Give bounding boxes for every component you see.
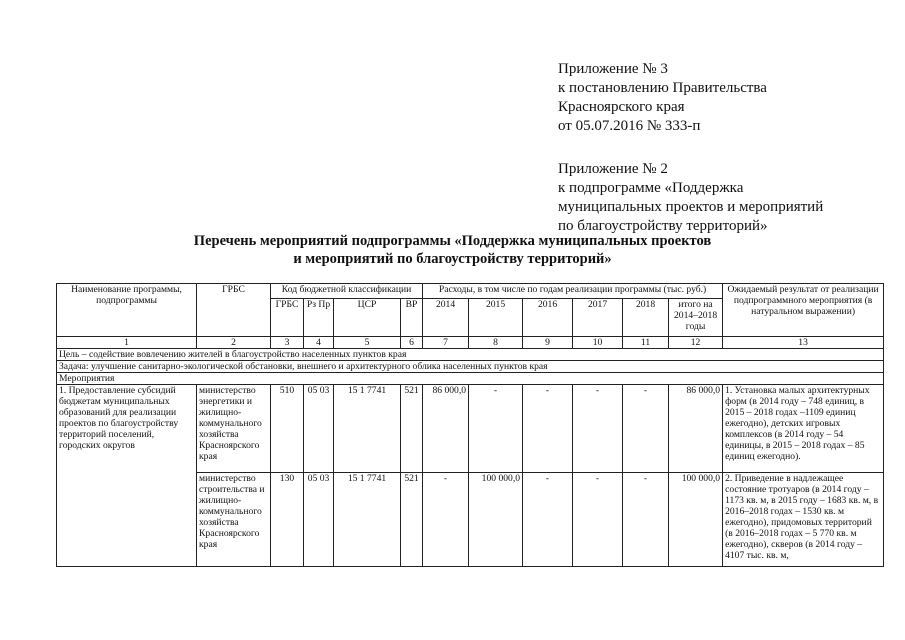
year-2017-cell: - [573, 473, 623, 567]
column-number: 9 [523, 337, 573, 349]
header-year-2015: 2015 [469, 299, 523, 337]
column-number: 3 [271, 337, 304, 349]
code-vr-cell: 521 [401, 385, 423, 473]
result-cell: 2. Приведение в надлежащее состояние тротуаров (в 2014 году – 1173 кв. м, в 2015 году – 1683 кв. м, в 2016–2018 годах – 1530 кв. м ежегодно), придомовых территорий (в 2016–2018 годах – 5 770 кв. м ежегодно), скверов (в 2014 году – 4107 тыс. кв. м, [723, 473, 884, 567]
header-row-top [57, 284, 884, 299]
result-cell: 1. Установка малых архитектурных форм (в 2014 году – 748 единиц, в 2015 – 2018 годах –1109 единиц ежегодно), детских игровых комплексов (в 2014 году – 54 единицы, в 2015 – 2018 годах – 85 единиц ежегодно). [723, 385, 884, 473]
column-number: 10 [573, 337, 623, 349]
appendix-2-line: Приложение № 2 [558, 161, 668, 177]
header-name: Наименование программы, подпрограммы [57, 284, 197, 337]
activities-table [56, 283, 884, 567]
code-grbs-cell: 130 [271, 473, 304, 567]
header-code-grbs: ГРБС [271, 299, 304, 337]
header-spending-group: Расходы, в том числе по годам реализации программы (тыс. руб.) [423, 284, 723, 299]
total-cell: 100 000,0 [669, 473, 723, 567]
activity-name: 1. Предоставление субсидий бюджетам муниципальных образований для реализации проектов по благоустройству территорий поселений, городских округов [57, 385, 197, 567]
code-vr-cell: 521 [401, 473, 423, 567]
column-number: 7 [423, 337, 469, 349]
code-grbs-cell: 510 [271, 385, 304, 473]
appendix-2-line: по благоустройству территорий» [558, 218, 768, 234]
code-rzpr-cell: 05 03 [304, 473, 334, 567]
grbs-name: министерство энергетики и жилищно-коммунального хозяйства Красноярского края [197, 385, 271, 473]
column-number: 2 [197, 337, 271, 349]
code-rzpr-cell: 05 03 [304, 385, 334, 473]
document-title-line: Перечень мероприятий подпрограммы «Поддержка муниципальных проектов [193, 233, 712, 249]
appendix-3-line: к постановлению Правительства [558, 80, 767, 96]
year-2018-cell: - [623, 473, 669, 567]
appendix-3-line: Приложение № 3 [558, 61, 668, 77]
goal-row [57, 349, 884, 361]
year-2016-cell: - [523, 473, 573, 567]
activities-label: Мероприятия [57, 373, 884, 385]
activities-row [57, 373, 884, 385]
code-csr-cell: 15 1 7741 [334, 385, 401, 473]
column-number: 13 [723, 337, 884, 349]
header-year-2016: 2016 [523, 299, 573, 337]
document-title [0, 232, 905, 268]
column-number: 8 [469, 337, 523, 349]
column-number: 4 [304, 337, 334, 349]
header-code-csr: ЦСР [334, 299, 401, 337]
year-2014-cell: 86 000,0 [423, 385, 469, 473]
document-title-line: и мероприятий по благоустройству территорий» [293, 251, 612, 267]
header-result: Ожидаемый результат от реализации подпрограммного мероприятия (в натуральном выражении) [723, 284, 884, 337]
column-number: 11 [623, 337, 669, 349]
total-cell: 86 000,0 [669, 385, 723, 473]
appendix-3-line: от 05.07.2016 № 333-п [558, 118, 701, 134]
goal-text: Цель – содействие вовлечению жителей в благоустройство населенных пунктов края [57, 349, 884, 361]
header-year-2018: 2018 [623, 299, 669, 337]
year-2016-cell: - [523, 385, 573, 473]
appendix-2-block [558, 160, 823, 236]
grbs-name: министерство строительства и жилищно-коммунального хозяйства Красноярского края [197, 473, 271, 567]
task-row [57, 361, 884, 373]
header-code-group: Код бюджетной классификации [271, 284, 423, 299]
year-2015-cell: - [469, 385, 523, 473]
appendix-3-line: Красноярского края [558, 99, 685, 115]
header-year-2014: 2014 [423, 299, 469, 337]
column-number-row [57, 337, 884, 349]
appendix-2-line: муниципальных проектов и мероприятий [558, 199, 824, 215]
task-text: Задача: улучшение санитарно-экологической обстановки, внешнего и архитектурного облика населенных пунктов края [57, 361, 884, 373]
appendix-2-line: к подпрограмме «Поддержка [558, 180, 744, 196]
header-year-2017: 2017 [573, 299, 623, 337]
appendix-3-block [558, 60, 767, 136]
year-2017-cell: - [573, 385, 623, 473]
header-total: итого на 2014–2018 годы [669, 299, 723, 337]
year-2018-cell: - [623, 385, 669, 473]
header-grbs: ГРБС [197, 284, 271, 337]
column-number: 1 [57, 337, 197, 349]
header-code-rzpr: Рз Пр [304, 299, 334, 337]
header-code-vr: ВР [401, 299, 423, 337]
column-number: 12 [669, 337, 723, 349]
column-number: 5 [334, 337, 401, 349]
column-number: 6 [401, 337, 423, 349]
code-csr-cell: 15 1 7741 [334, 473, 401, 567]
table-row [57, 385, 884, 473]
year-2014-cell: - [423, 473, 469, 567]
year-2015-cell: 100 000,0 [469, 473, 523, 567]
